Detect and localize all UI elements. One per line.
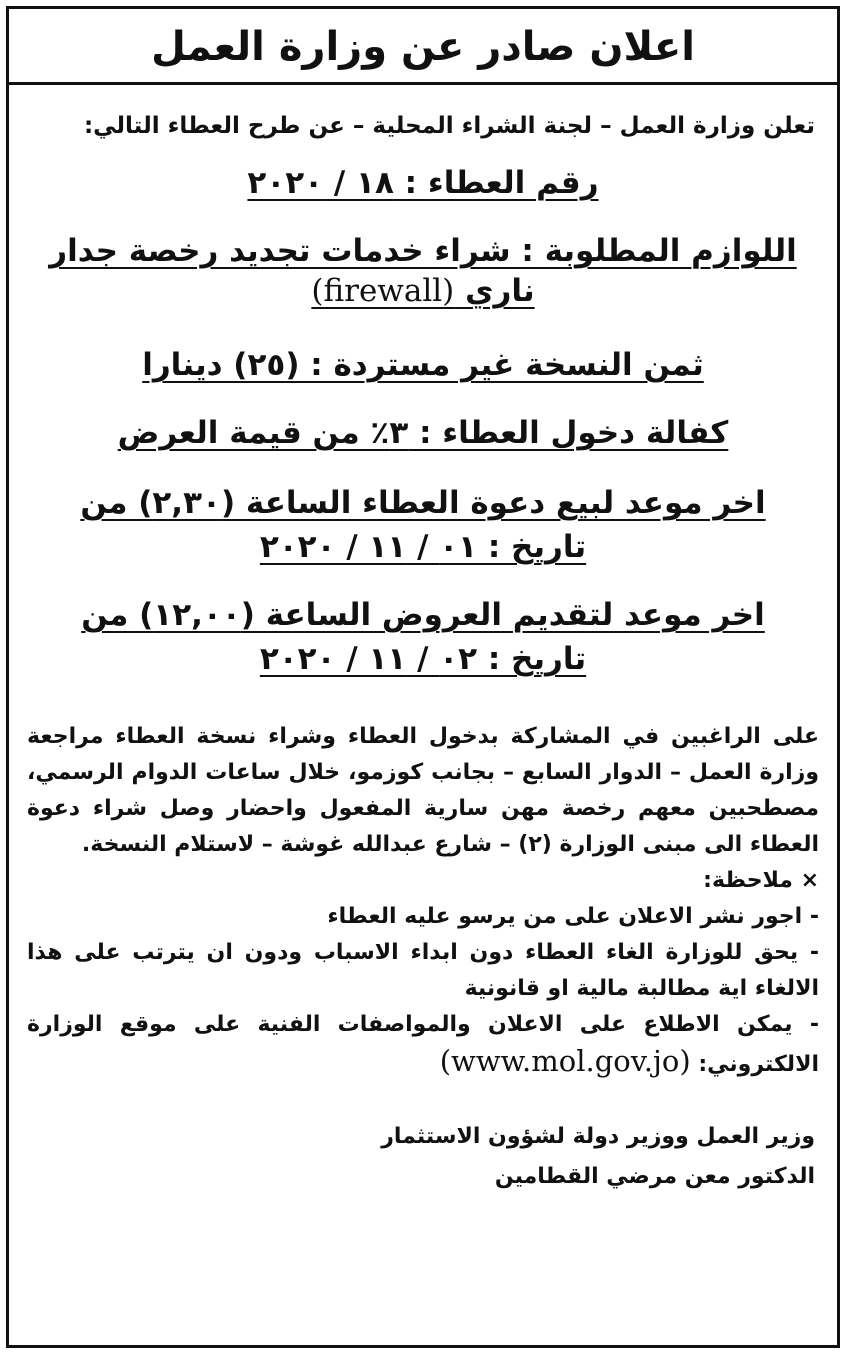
note-heading: × ملاحظة: bbox=[703, 868, 819, 893]
submission-deadline-line1: اخر موعد لتقديم العروض الساعة (١٢,٠٠) من bbox=[81, 597, 765, 633]
intro-text: تعلن وزارة العمل – لجنة الشراء المحلية – عن طرح العطاء التالي: bbox=[83, 113, 815, 139]
items-required-line2 bbox=[29, 271, 817, 311]
submission-deadline-line2: تاريخ : ٠٢ / ١١ / ٢٠٢٠ bbox=[259, 641, 587, 677]
ad-title: اعلان صادر عن وزارة العمل bbox=[9, 9, 837, 85]
signature-name: الدكتور معن مرضي القطامين bbox=[494, 1164, 815, 1189]
items-required bbox=[29, 231, 817, 311]
sale-deadline-line1: اخر موعد لبيع دعوة العطاء الساعة (٢,٣٠) من bbox=[80, 485, 766, 521]
items-required-line2-latin: (firewall) bbox=[311, 273, 455, 309]
copy-price: ثمن النسخة غير مستردة : (٢٥) دينارا bbox=[142, 347, 704, 383]
instructions-paragraph: على الراغبين في المشاركة بدخول العطاء وشراء نسخة العطاء مراجعة وزارة العمل – الدوار السابع – بجانب كوزمو، خلال ساعات الدوام الرسمي، مصطحبين معهم رخصة مهن سارية المفعول واحضار وصل شراء دعوة العطاء الى مبنى الوزارة (٢) – شارع عبدالله غوشة – لاستلام النسخة. bbox=[27, 724, 819, 857]
items-required-line2-arabic: ناري bbox=[465, 273, 535, 309]
note-item: - يحق للوزارة الغاء العطاء دون ابداء الاسباب ودون ان يترتب على هذا الالغاء اية مطالبة مالية او قانونية bbox=[27, 940, 819, 1001]
signature-title: وزير العمل ووزير دولة لشؤون الاستثمار bbox=[381, 1124, 815, 1149]
note-website bbox=[27, 1007, 819, 1083]
tender-number: رقم العطاء : ١٨ / ٢٠٢٠ bbox=[247, 165, 599, 201]
bid-bond: كفالة دخول العطاء : ٣٪ من قيمة العرض bbox=[117, 415, 729, 451]
note-website-text: - يمكن الاطلاع على الاعلان والمواصفات الفنية على موقع الوزارة الالكتروني: bbox=[27, 1012, 819, 1077]
submission-deadline bbox=[29, 593, 817, 681]
signature-block bbox=[31, 1117, 815, 1197]
sale-deadline-line2: تاريخ : ٠١ / ١١ / ٢٠٢٠ bbox=[259, 529, 587, 565]
note-item: - اجور نشر الاعلان على من يرسو عليه العطاء bbox=[327, 904, 819, 929]
items-required-line1: اللوازم المطلوبة : شراء خدمات تجديد رخصة جدار bbox=[49, 233, 797, 269]
sale-deadline bbox=[29, 481, 817, 569]
ministry-website-url: (www.mol.gov.jo) bbox=[439, 1044, 691, 1078]
tender-advertisement bbox=[6, 6, 840, 1348]
